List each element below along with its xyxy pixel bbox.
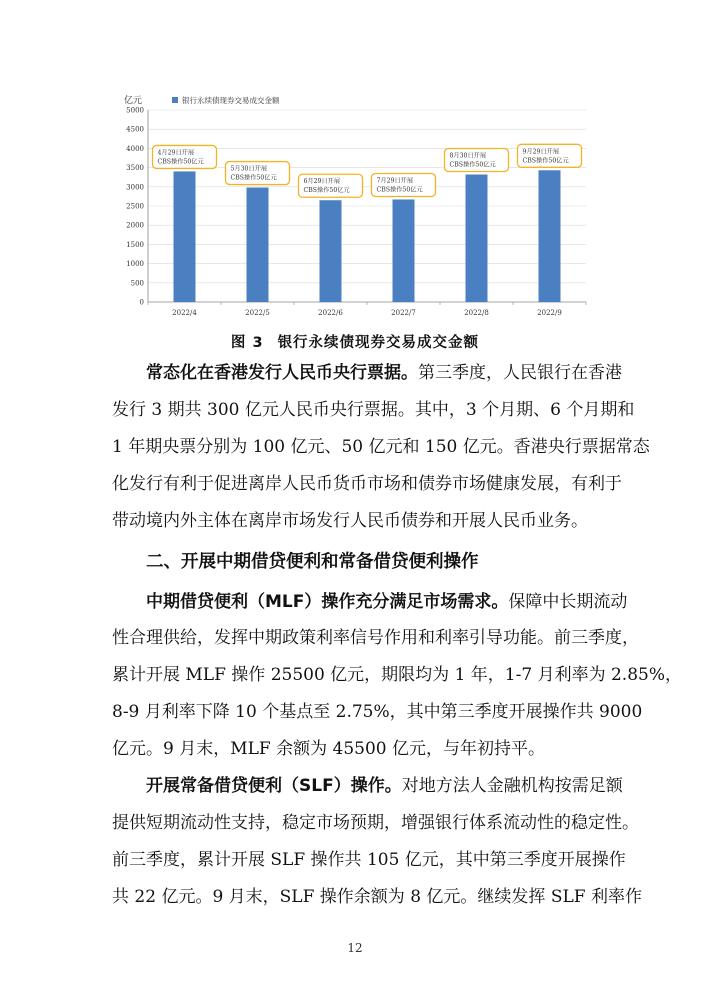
annotation-text: 9月29日开展 — [522, 148, 560, 156]
bar — [393, 199, 415, 302]
bar — [247, 188, 269, 302]
bars — [174, 170, 561, 302]
annotation-text: 6月29日开展 — [303, 178, 341, 186]
annotation-text: 4月29日开展 — [157, 149, 195, 157]
y-tick-label: 0 — [139, 298, 144, 307]
para2-line-4: 8-9 月利率下降 10 个基点至 2.75%，其中第三季度开展操作共 9000 — [112, 702, 643, 722]
para1-line-4: 化发行有利于促进离岸人民币货币市场和债券市场健康发展，有利于 — [112, 474, 622, 494]
para2-line-2: 性合理供给，发挥中期政策利率信号作用和利率引导功能。前三季度， — [112, 628, 639, 648]
para2-lead: 中期借贷便利（MLF）操作充分满足市场需求。 — [146, 592, 509, 612]
legend-swatch — [172, 97, 178, 103]
x-tick-label: 2022/4 — [172, 309, 197, 317]
grid-lines — [148, 110, 586, 302]
annotations — [153, 144, 582, 197]
annotation-text: CBS操作50亿元 — [157, 158, 204, 166]
figure-title: 银行永续债现券交易成交金额 — [277, 335, 480, 351]
para1-line-1: 常态化在香港发行人民币央行票据。第三季度，人民银行在香港 — [146, 363, 622, 383]
bar-chart — [112, 92, 598, 324]
y-tick-label: 4500 — [126, 125, 144, 134]
y-tick-label: 5000 — [126, 106, 144, 115]
annotation-text: 8月30日开展 — [449, 152, 487, 160]
para3-line-3: 前三季度，累计开展 SLF 操作共 105 亿元，其中第三季度开展操作 — [112, 850, 626, 870]
annotation-text: CBS操作50亿元 — [522, 157, 569, 165]
y-tick-label: 2500 — [126, 202, 144, 211]
para3-line-1: 开展常备借贷便利（SLF）操作。对地方法人金融机构按需足额 — [146, 776, 623, 796]
page-number: 12 — [347, 941, 363, 955]
para3-lead: 开展常备借贷便利（SLF）操作。 — [146, 776, 402, 796]
y-axis-unit: 亿元 — [124, 96, 143, 106]
bar — [539, 170, 561, 302]
y-tick-label: 1500 — [126, 240, 144, 249]
section-heading: 二、开展中期借贷便利和常备借贷便利操作 — [146, 552, 479, 572]
para2-line-3: 累计开展 MLF 操作 25500 亿元，期限均为 1 年，1-7 月利率为 2.85%， — [112, 665, 682, 685]
y-tick-label: 500 — [130, 279, 144, 288]
x-axis-ticks — [148, 302, 586, 317]
para2-line-5: 亿元。9 月末，MLF 余额为 45500 亿元，与年初持平。 — [112, 739, 546, 759]
y-tick-label: 1000 — [126, 260, 144, 269]
figure-caption — [0, 331, 710, 352]
y-tick-label: 3500 — [126, 164, 144, 173]
bar — [174, 171, 196, 302]
annotation-text: CBS操作50亿元 — [376, 186, 423, 194]
bar — [320, 200, 342, 302]
para1-line-2: 发行 3 期共 300 亿元人民币央行票据。其中，3 个月期、6 个月期和 — [112, 400, 635, 420]
annotation-text: 7月29日开展 — [376, 177, 414, 185]
para1-line-3: 1 年期央票分别为 100 亿元、50 亿元和 150 亿元。香港央行票据常态 — [112, 437, 650, 457]
annotation-text: 5月30日开展 — [230, 165, 268, 173]
para3-line-2: 提供短期流动性支持，稳定市场预期，增强银行体系流动性的稳定性。 — [112, 813, 639, 833]
x-tick-label: 2022/5 — [245, 309, 270, 317]
y-tick-label: 3000 — [126, 183, 144, 192]
legend-label: 银行永续债现券交易成交金额 — [182, 96, 280, 105]
para3-line-4: 共 22 亿元。9 月末，SLF 操作余额为 8 亿元。继续发挥 SLF 利率作 — [112, 887, 642, 907]
para2-line-1: 中期借贷便利（MLF）操作充分满足市场需求。保障中长期流动 — [146, 592, 628, 612]
bar — [466, 175, 488, 302]
annotation-text: CBS操作50亿元 — [303, 187, 350, 195]
x-tick-label: 2022/9 — [537, 309, 562, 317]
para1-line-5: 带动境内外主体在离岸市场发行人民币债券和开展人民币业务。 — [112, 511, 588, 531]
y-tick-label: 2000 — [126, 221, 144, 230]
figure-number: 图 3 — [230, 335, 264, 351]
x-tick-label: 2022/6 — [318, 309, 343, 317]
annotation-text: CBS操作50亿元 — [449, 161, 496, 169]
annotation-text: CBS操作50亿元 — [230, 174, 277, 182]
x-tick-label: 2022/8 — [464, 309, 489, 317]
y-axis-ticks — [126, 107, 144, 307]
y-tick-label: 4000 — [126, 144, 144, 153]
x-tick-label: 2022/7 — [391, 309, 416, 317]
para1-lead: 常态化在香港发行人民币央行票据。 — [146, 363, 418, 383]
